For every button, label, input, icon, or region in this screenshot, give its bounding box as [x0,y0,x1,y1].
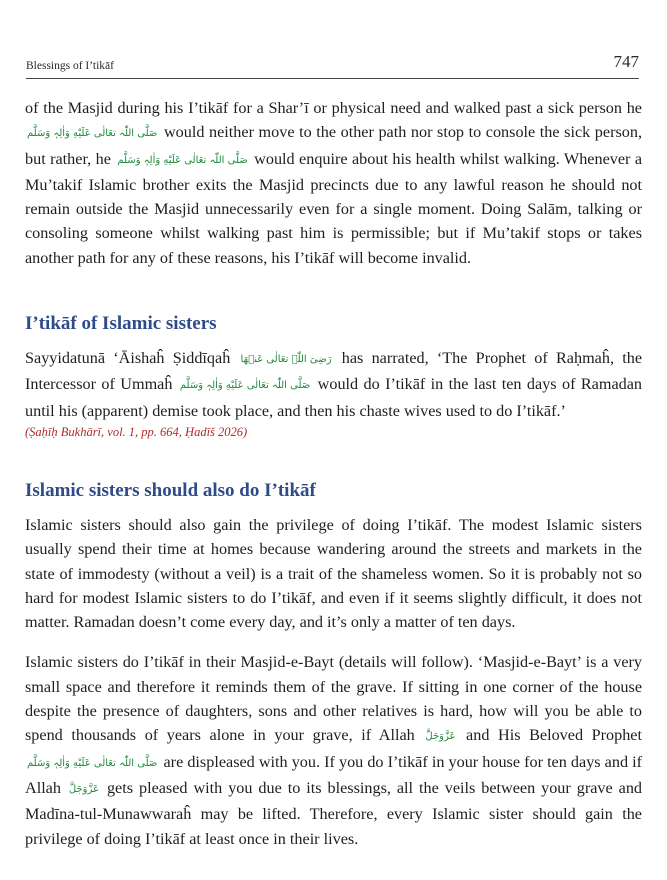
header-divider [26,78,639,79]
salutation-calligraphy: صَلَّی اللّٰہ تعَالٰی عَلَیْهِ وَاٰلِہٖ وَسَلَّم [27,128,158,140]
text-span: would do I’tikāf in the last ten days of Ramadan until his (apparent) demise took place, and then his chaste wives used to do I’tikāf.’ [25,375,643,420]
paragraph-masjid-e-bayt [25,650,642,850]
section-heading-sisters-should-do-itikaf: Islamic sisters should also do I’tikāf [25,479,316,501]
paragraph-sisters-privilege: Islamic sisters should also gain the privilege of doing I’tikāf. The modest Islamic sisters usually spend their time at homes because wandering around the streets and markets in the state of immodesty (without a veil) is a trait of the shameless women. So it is probably not so hard for modest Islamic sisters to do I’tikāf, and even if it seems slightly difficult, it does not matter. Ramadan doesn’t come every day, and it’s only a matter of ten days. [25,515,642,632]
text-span: Sayyidatunā ‘Āishaĥ Ṣiddīqaĥ [25,349,231,368]
text-span: of the Masjid during his I’tikāf for a Shar’ī or physical need and walked past a sick person he [25,99,642,117]
text-span: are displeased with you. If you do I’tikāf in your house for ten days and if Allah [25,752,643,797]
salutation-calligraphy: صَلَّی اللّٰہ تعَالٰی عَلَیْهِ وَاٰلِہٖ وَسَلَّم [117,154,248,166]
text-span: would enquire about his health whilst walking. Whenever a Mu’takif Islamic brother exits the Masjid precincts due to any lawful reason he should not remain outside the Masjid unnecessarily even for a single moment. Doing Salām, talking or consoling someone whilst walking past him is permissible; but if Mu’takif stops or takes another path for any of these reasons, his I’tikāf will become invalid. [25,149,643,267]
salutation-calligraphy: صَلَّی اللّٰہ تعَالٰی عَلَیْهِ وَاٰلِہٖ وَسَلَّم [27,757,158,769]
section-heading-itikaf-sisters: I’tikāf of Islamic sisters [25,313,217,335]
running-title: Blessings of I’tikāf [26,60,114,72]
paragraph-hadith [25,346,642,423]
hadith-reference: (Ṣaḥīḥ Bukhārī, vol. 1, pp. 664, Ḥadīš 2026) [25,424,248,439]
azza-calligraphy: عَزَّوَجَلَّ [425,731,456,743]
page-number: 747 [613,52,639,71]
page-content [25,96,642,851]
text-span: has narrated, ‘The Prophet of Raḥmaĥ, the Intercessor of Ummaĥ [25,349,642,394]
text-span: Islamic sisters do I’tikāf in their Masjid-e-Bayt (details will follow). ‘Masjid-e-Bayt’ is a very small space and therefore it reminds them of the grave. If sitting in one corner of the house despite the presence of daughters, sons and other relatives is hard, how will you be able to spend thousands of years alone in your grave, if Allah [25,653,642,745]
text-span: and His Beloved Prophet [466,726,642,745]
paragraph-intro [25,96,642,270]
azza-calligraphy: عَزَّوَجَلَّ [68,783,99,795]
text-span: would neither move to the other path nor stop to console the sick person, but rather, he [25,123,642,168]
text-span: gets pleased with you due to its blessings, all the veils between your grave and Madīna-tul-Munawwaraĥ may be lifted. Therefore, every Islamic sister should gain the privilege of doing I’tikāf at least once in their lives. [25,778,643,848]
radi-calligraphy: رَضِیَ اللّٰہ تعَالٰی عَنۡهَا [240,354,332,366]
salutation-calligraphy: صَلَّی اللّٰہ تعَالٰی عَلَیْهِ وَاٰلِہٖ وَسَلَّم [179,380,311,392]
page-header [26,52,639,76]
